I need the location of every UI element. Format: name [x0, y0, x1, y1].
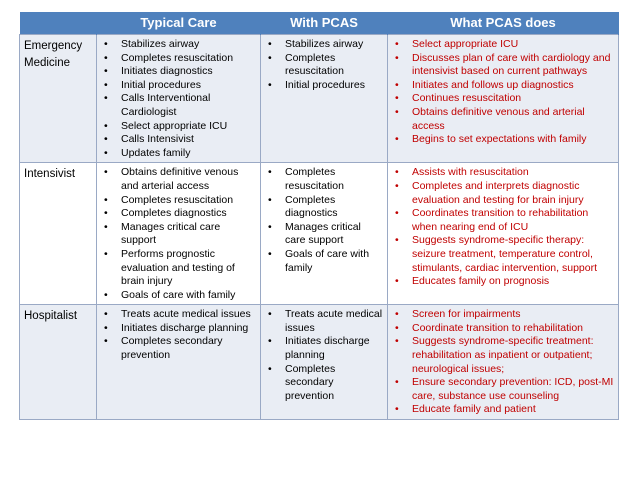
list-item — [101, 221, 256, 248]
bullet-icon: • — [395, 133, 399, 146]
list-item-text: Stabilizes airway — [121, 38, 200, 50]
bullet-icon: • — [395, 78, 399, 91]
bullet-list — [265, 166, 383, 275]
list-item — [392, 79, 614, 93]
list-item-text: Goals of care with family — [285, 247, 370, 274]
bullet-icon: • — [395, 321, 399, 334]
list-item-text: Initiates diagnostics — [121, 65, 213, 78]
list-item — [392, 38, 614, 52]
list-item — [392, 92, 614, 106]
list-item-text: Initial procedures — [121, 78, 201, 91]
bullet-icon: • — [104, 119, 108, 132]
typical-care-cell — [97, 35, 261, 163]
bullet-icon: • — [268, 308, 272, 321]
list-item — [265, 194, 383, 221]
bullet-icon: • — [395, 38, 399, 50]
list-item-text: Updates family — [121, 146, 191, 159]
with-pcas-cell — [261, 305, 388, 420]
list-item — [101, 248, 256, 289]
list-item — [265, 248, 383, 275]
bullet-icon: • — [268, 247, 272, 260]
list-item — [101, 92, 256, 119]
table-row — [20, 35, 619, 163]
bullet-icon: • — [104, 65, 108, 78]
with-pcas-cell — [261, 163, 388, 305]
list-item-text: Completes resuscitation — [285, 166, 344, 192]
header-corner — [20, 12, 97, 35]
table-row — [20, 163, 619, 305]
bullet-icon: • — [395, 92, 399, 105]
list-item-text: Calls Interventional Cardiologist — [121, 92, 211, 118]
list-item-text: Suggests syndrome-specific treatment: rehabilitation as inpatient or outpatient; neurological issues; — [412, 335, 594, 375]
bullet-icon: • — [104, 220, 108, 233]
list-item-text: Initiates discharge planning — [121, 321, 249, 334]
list-item-text: Stabilizes airway — [285, 38, 364, 50]
bullet-icon: • — [268, 38, 272, 50]
list-item-text: Calls Intensivist — [121, 133, 194, 146]
list-item — [265, 335, 383, 362]
bullet-icon: • — [268, 193, 272, 206]
table-row — [20, 305, 619, 420]
row-label: Hospitalist — [20, 305, 97, 420]
list-item — [392, 106, 614, 133]
list-item-text: Initiates and follows up diagnostics — [412, 78, 574, 91]
bullet-icon: • — [104, 247, 108, 260]
list-item-text: Initial procedures — [285, 78, 365, 91]
list-item — [101, 166, 256, 193]
bullet-icon: • — [104, 133, 108, 146]
list-item — [392, 166, 614, 180]
list-item-text: Completes resuscitation — [285, 51, 344, 78]
bullet-icon: • — [395, 207, 399, 220]
list-item-text: Suggests syndrome-specific therapy: seizure treatment, temperature control, stimulants, cardiac intervention, support — [412, 234, 598, 274]
bullet-list — [101, 308, 256, 362]
list-item-text: Manages critical care support — [121, 220, 221, 247]
bullet-icon: • — [395, 308, 399, 321]
list-item — [392, 403, 614, 417]
header-typical-care: Typical Care — [97, 12, 261, 35]
list-item-text: Obtains definitive venous and arterial access — [412, 105, 585, 132]
list-item — [101, 120, 256, 134]
list-item — [392, 180, 614, 207]
list-item — [101, 308, 256, 322]
list-item — [392, 322, 614, 336]
list-item-text: Goals of care with family — [121, 288, 236, 301]
list-item — [101, 207, 256, 221]
bullet-icon: • — [104, 51, 108, 64]
list-item-text: Coordinates transition to rehabilitation when nearing end of ICU — [412, 207, 589, 233]
list-item — [101, 194, 256, 208]
bullet-icon: • — [395, 275, 399, 288]
list-item — [101, 38, 256, 52]
typical-care-cell — [97, 305, 261, 420]
list-item-text: Screen for impairments — [412, 308, 521, 321]
bullet-icon: • — [104, 335, 108, 348]
bullet-icon: • — [268, 166, 272, 179]
list-item-text: Completes secondary prevention — [121, 335, 223, 362]
bullet-icon: • — [268, 78, 272, 91]
list-item — [101, 335, 256, 362]
bullet-icon: • — [268, 335, 272, 348]
list-item-text: Begins to set expectations with family — [412, 133, 587, 146]
list-item — [101, 79, 256, 93]
list-item — [101, 65, 256, 79]
list-item — [392, 308, 614, 322]
list-item-text: Select appropriate ICU — [412, 38, 519, 50]
list-item-text: Completes secondary prevention — [285, 362, 336, 402]
bullet-icon: • — [104, 166, 108, 179]
bullet-icon: • — [395, 51, 399, 64]
list-item — [392, 133, 614, 147]
list-item-text: Manages critical care support — [285, 220, 361, 247]
bullet-icon: • — [268, 51, 272, 64]
what-pcas-does-cell — [388, 305, 619, 420]
list-item-text: Completes resuscitation — [121, 193, 234, 206]
bullet-icon: • — [104, 207, 108, 220]
list-item-text: Completes diagnostics — [285, 193, 338, 220]
list-item — [265, 166, 383, 193]
list-item — [392, 234, 614, 275]
bullet-list — [392, 38, 614, 147]
list-item — [392, 275, 614, 289]
bullet-icon: • — [104, 288, 108, 301]
row-label: Intensivist — [20, 163, 97, 305]
header-what-pcas-does: What PCAS does — [388, 12, 619, 35]
header-row — [20, 12, 619, 35]
typical-care-cell — [97, 163, 261, 305]
bullet-icon: • — [104, 146, 108, 159]
bullet-icon: • — [104, 321, 108, 334]
list-item-text: Coordinate transition to rehabilitation — [412, 321, 584, 334]
list-item — [392, 335, 614, 376]
bullet-icon: • — [395, 376, 399, 389]
list-item-text: Assists with resuscitation — [412, 166, 529, 179]
list-item-text: Ensure secondary prevention: ICD, post-MI care, substance use counseling — [412, 376, 614, 402]
list-item — [101, 322, 256, 336]
list-item — [392, 376, 614, 403]
bullet-list — [265, 308, 383, 403]
with-pcas-cell — [261, 35, 388, 163]
list-item-text: Obtains definitive venous and arterial access — [121, 166, 239, 192]
bullet-icon: • — [395, 179, 399, 192]
bullet-icon: • — [104, 78, 108, 91]
bullet-icon: • — [268, 220, 272, 233]
list-item — [101, 289, 256, 303]
bullet-icon: • — [395, 105, 399, 118]
bullet-icon: • — [395, 403, 399, 416]
bullet-list — [265, 38, 383, 92]
bullet-list — [101, 38, 256, 160]
what-pcas-does-cell — [388, 163, 619, 305]
list-item — [265, 363, 383, 404]
list-item-text: Initiates discharge planning — [285, 335, 370, 362]
bullet-icon: • — [268, 362, 272, 375]
bullet-icon: • — [104, 193, 108, 206]
list-item — [101, 52, 256, 66]
list-item — [265, 52, 383, 79]
list-item-text: Completes resuscitation — [121, 51, 234, 64]
list-item — [101, 133, 256, 147]
list-item-text: Continues resuscitation — [412, 92, 522, 105]
list-item — [101, 147, 256, 161]
list-item — [265, 38, 383, 52]
bullet-icon: • — [395, 166, 399, 179]
list-item — [392, 52, 614, 79]
list-item-text: Performs prognostic evaluation and testing of brain injury — [121, 247, 235, 288]
list-item — [265, 221, 383, 248]
list-item-text: Completes diagnostics — [121, 207, 227, 220]
bullet-list — [392, 308, 614, 417]
bullet-list — [392, 166, 614, 288]
bullet-icon: • — [104, 308, 108, 321]
list-item — [392, 207, 614, 234]
list-item — [265, 79, 383, 93]
bullet-icon: • — [395, 234, 399, 247]
list-item-text: Treats acute medical issues — [285, 308, 383, 334]
list-item-text: Educate family and patient — [412, 403, 536, 416]
list-item-text: Discusses plan of care with cardiology and intensivist based on current pathways — [412, 51, 611, 78]
bullet-icon: • — [104, 92, 108, 105]
bullet-icon: • — [104, 38, 108, 50]
what-pcas-does-cell — [388, 35, 619, 163]
list-item-text: Select appropriate ICU — [121, 119, 228, 132]
bullet-icon: • — [395, 335, 399, 348]
list-item — [265, 308, 383, 335]
bullet-list — [101, 166, 256, 302]
care-comparison-table — [19, 12, 619, 420]
list-item-text: Treats acute medical issues — [121, 308, 251, 321]
header-with-pcas: With PCAS — [261, 12, 388, 35]
list-item-text: Educates family on prognosis — [412, 275, 550, 288]
list-item-text: Completes and interprets diagnostic evaluation and testing for brain injury — [412, 179, 584, 206]
row-label: Emergency Medicine — [20, 35, 97, 163]
